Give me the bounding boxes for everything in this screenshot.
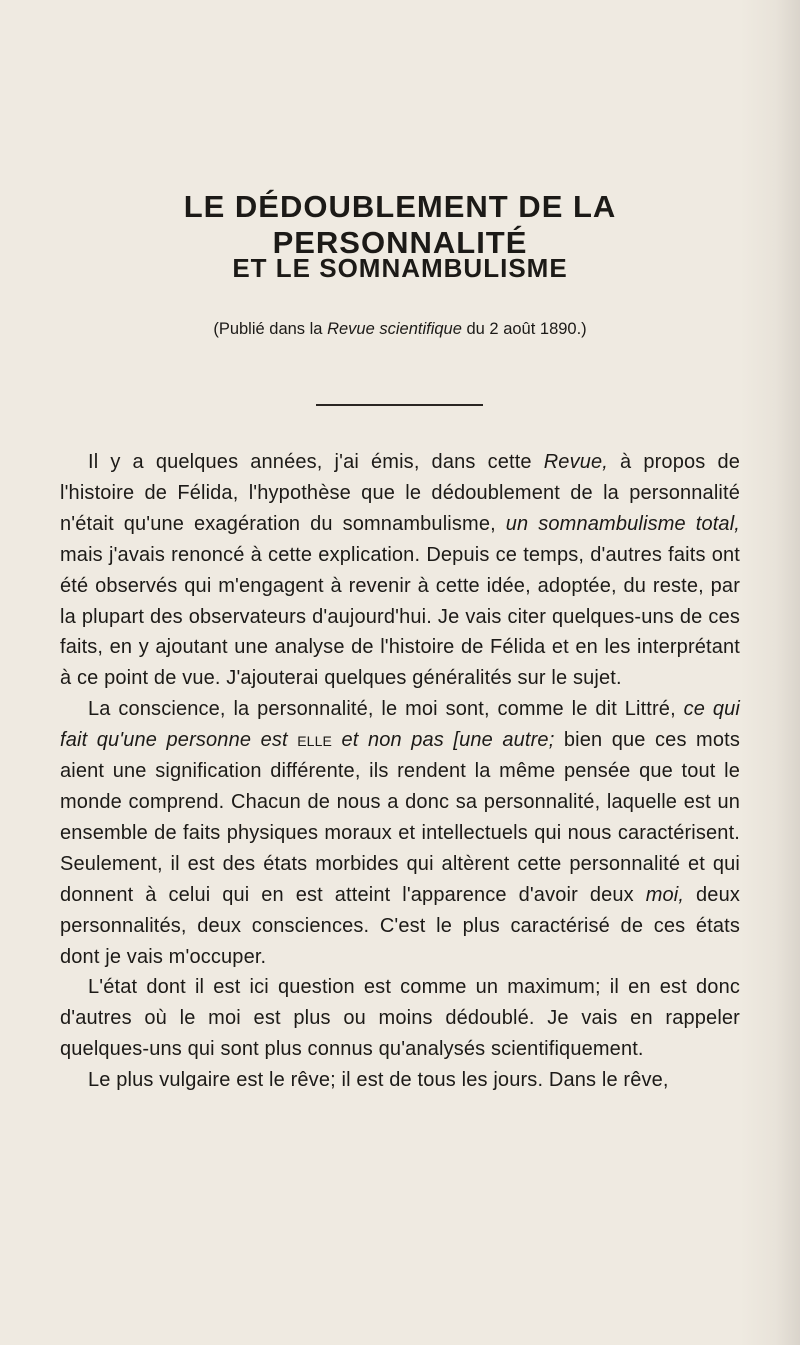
publication-suffix: du 2 août 1890.) <box>461 320 587 338</box>
paragraph-3: L'état dont il est ici question est comme un maximum; il en est donc d'autres où le moi est plus ou moins dédoublé. Je vais en rappeler quelques-uns qui sont plus connus qu'analysés scientifiquement. <box>60 976 740 1061</box>
scan-edge-shadow <box>740 0 800 1345</box>
paragraph-1-text-a: Il y a quelques années, j'ai émis, dans cette <box>88 451 544 473</box>
paragraph-1-text-c: mais j'avais renoncé à cette explication. Depuis ce temps, d'autres faits ont été observés qui m'engagent à revenir à cette idée, adoptée, du reste, par la plupart des observateurs d'aujourd'hui. Je vais citer quelques-uns de ces faits, en y ajoutant une analyse de l'histoire de Félida et en les interprétant à ce point de vue. J'ajouterai quelques généralités sur le sujet. <box>60 543 740 690</box>
paragraph-2-smallcaps: elle <box>297 729 333 752</box>
section-divider <box>316 404 483 406</box>
paragraph-2-text-a: La conscience, la personnalité, le moi sont, comme le dit Littré, <box>88 698 684 721</box>
paragraph-2-text-b: bien que ces mots aient une signification différente, ils rendent la même pensée que tout le monde comprend. Chacun de nous a donc sa personnalité, laquelle est un ensemble de faits physiques moraux et intellectuels qui nous caractérisent. Seulement, il est des états morbides qui altèrent cette personnalité et qui donnent à celui qui en est atteint l'apparence d'avoir deux <box>60 729 740 906</box>
paragraph-4: Le plus vulgaire est le rêve; il est de tous les jours. Dans le rêve, <box>88 1069 669 1092</box>
paragraph-2-italic-b: et non pas [une autre; <box>341 729 555 752</box>
paragraph-2 <box>60 694 740 972</box>
publication-prefix: (Publié dans la <box>213 320 328 338</box>
paragraph-2-text-c: deux personnalités, deux consciences. C'est le plus caractérisé de ces états dont je vais m'occuper. <box>60 883 740 968</box>
paragraph-1 <box>60 447 740 694</box>
paragraph-2-italic-c: moi, <box>645 883 685 906</box>
journal-name: Revue scientifique <box>327 320 462 338</box>
publication-note <box>60 320 740 339</box>
paragraph-1-italic-b: un somnambulisme total, <box>505 512 741 535</box>
paragraph-1-text-b: à propos de l'histoire de Félida, l'hypothèse que le dédoublement de la personnalité n'était qu'une exagération du somnambulisme, <box>60 451 740 535</box>
chapter-subtitle: ET LE SOMNAMBULISME <box>232 253 568 283</box>
chapter-title: LE DÉDOUBLEMENT DE LA PERSONNALITÉ <box>183 189 617 260</box>
paragraph-2-italic-a: ce qui fait qu'une personne est <box>60 698 740 752</box>
paragraph-1-italic-a: Revue, <box>543 451 608 473</box>
body-text <box>60 447 740 1096</box>
